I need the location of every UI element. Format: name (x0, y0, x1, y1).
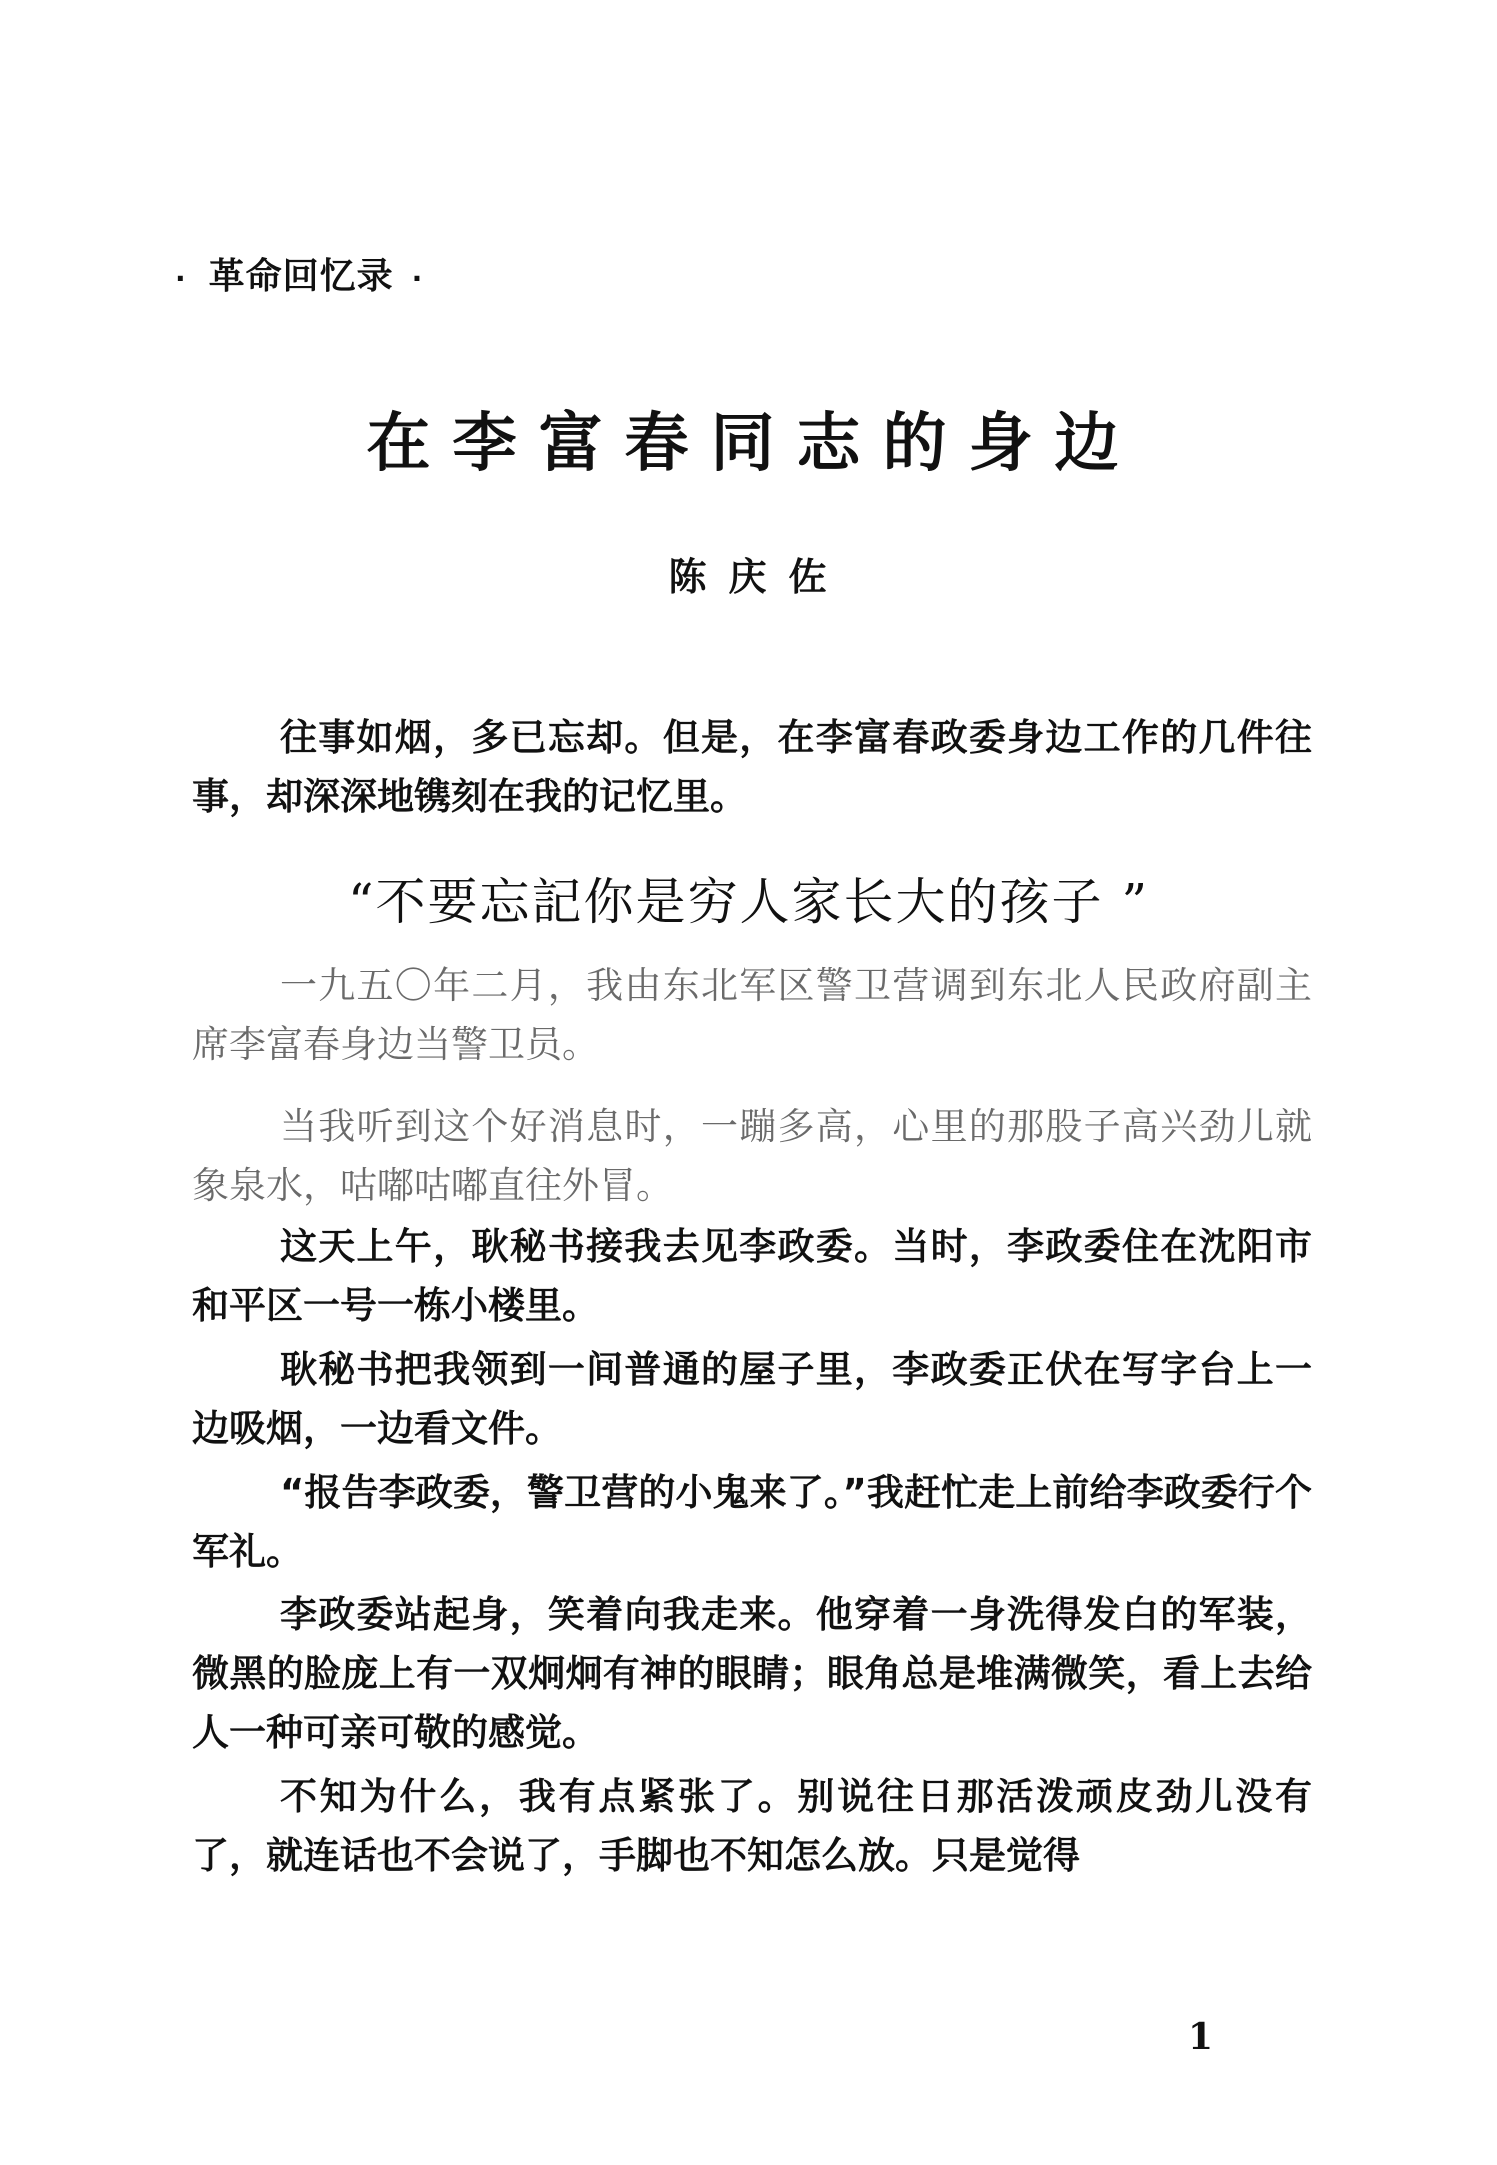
column-label-text: 革命回忆录 (208, 256, 394, 297)
intro-paragraph: 往事如烟，多已忘却。但是，在李富春政委身边工作的几件往事，却深深地镌刻在我的记忆里。 (192, 716, 1312, 818)
bullet-dot: · (175, 262, 187, 295)
body-paragraph: 李政委站起身，笑着向我走来。他穿着一身洗得发白的军装，微黑的脸庞上有一双炯炯有神的眼睛；眼角总是堆满微笑，看上去给人一种可亲可敬的感觉。 (192, 1593, 1312, 1754)
author-name: 陈庆佐 (668, 555, 849, 599)
page-number: 1 (1188, 2016, 1214, 2058)
bullet-dot: · (411, 262, 424, 295)
body-paragraph: “报告李政委，警卫营的小鬼来了。”我赶忙走上前给李政委行个军礼。 (192, 1471, 1312, 1573)
body-paragraph: 当我听到这个好消息时，一蹦多高，心里的那股子高兴劲儿就象泉水，咕嘟咕嘟直往外冒。 (192, 1105, 1312, 1207)
body-paragraph: 耿秘书把我领到一间普通的屋子里，李政委正伏在写字台上一边吸烟，一边看文件。 (192, 1348, 1312, 1450)
section-heading: “不要忘記你是穷人家长大的孩子 ” (347, 873, 1150, 931)
body-paragraph: 这天上午，耿秘书接我去见李政委。当时，李政委住在沈阳市和平区一号一栋小楼里。 (192, 1225, 1312, 1327)
column-label (175, 248, 423, 299)
article-title: 在李富春同志的身边 (366, 406, 1141, 481)
body-paragraph: 不知为什么，我有点紧张了。别说往日那活泼顽皮劲儿没有了，就连话也不会说了，手脚也不知怎么放。只是觉得 (192, 1775, 1312, 1877)
body-paragraph: 一九五〇年二月，我由东北军区警卫营调到东北人民政府副主席李富春身边当警卫员。 (192, 964, 1312, 1066)
